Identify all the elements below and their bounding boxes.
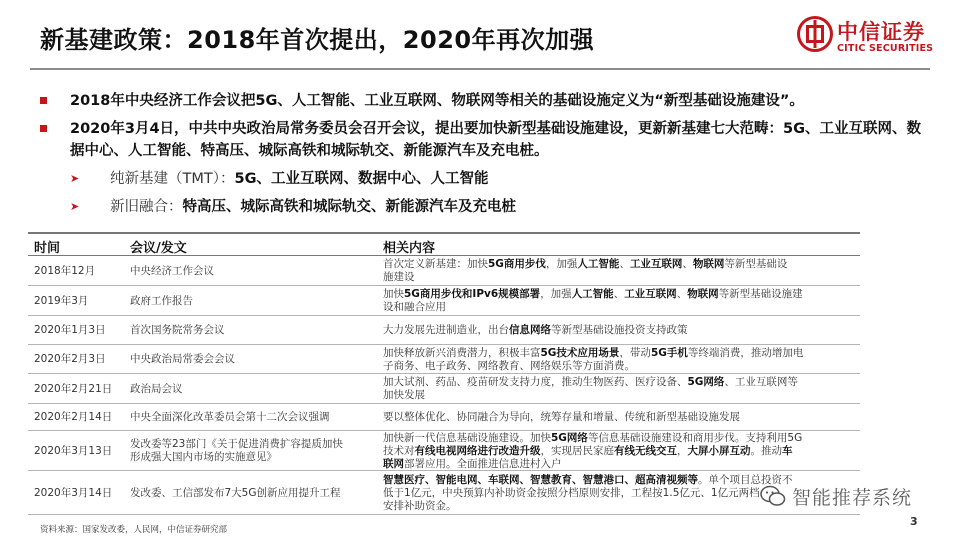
- content-line: [383, 347, 858, 360]
- content-text: 设和融合应用: [383, 301, 446, 313]
- content-highlight: 5G手机: [650, 347, 688, 359]
- content-highlight: 信息网络: [509, 324, 551, 336]
- content-highlight: 有线无线交互: [614, 445, 677, 457]
- content-text: 施建设: [383, 271, 415, 283]
- table-row: [28, 471, 860, 515]
- watermark: [760, 482, 912, 510]
- meeting-line: 中央全面深化改革委员会第十二次会议强调: [130, 411, 330, 423]
- table-cell-content: [383, 347, 858, 373]
- source-note: 资料来源：国家发改委，人民网，中信证券研究部: [40, 525, 228, 535]
- content-line: [383, 271, 858, 284]
- bullet-text: 2018年中央经济工作会议把5G、人工智能、工业互联网、物联网等相关的基础设施定义为“新型基础设施建设”。: [70, 93, 804, 109]
- content-highlight: 人工智能: [571, 288, 614, 300]
- watermark-text: 智能推荐系统: [792, 486, 913, 509]
- content-text: ，带动: [619, 347, 651, 359]
- slide-header: [0, 0, 960, 72]
- slide-title: 新基建政策：2018年首次提出，2020年再次加强: [40, 26, 595, 54]
- content-line: [383, 432, 858, 445]
- meeting-line: 发改委等23部门《关于促进消费扩容提质加快: [130, 438, 343, 450]
- table-cell-content: [383, 376, 858, 402]
- content-text: 子商务、电子政务、网络教育、网络娱乐等方面消费。: [383, 360, 635, 372]
- content-highlight: 车: [782, 445, 793, 457]
- content-text: 加快释放新兴消费潜力，积极丰富: [383, 347, 541, 359]
- sub-bullet-label: 新旧融合：: [110, 199, 183, 215]
- content-text: 部署应用。全面推进信息进村入户: [404, 458, 562, 470]
- content-text: ，加强: [545, 258, 578, 270]
- content-highlight: 5G商用步伐和IPv6规模部署: [404, 288, 541, 300]
- bullet-item: [40, 90, 930, 112]
- content-highlight: 智慧医疗、智能电网、车联网、智慧教育、智慧港口、超高清视频等: [383, 474, 698, 486]
- content-highlight: 大屏小屏互动: [687, 445, 751, 457]
- content-text: 、: [682, 258, 693, 270]
- table-cell-time: 2020年2月14日: [34, 411, 113, 423]
- sub-bullet-value: 特高压、城际高铁和城际轨交、新能源汽车及充电桩: [182, 199, 516, 215]
- table-header: [28, 232, 860, 256]
- bullet-text: 2020年3月4日，中共中央政治局常务委员会召开会议，提出要加快新型基础设施建设，更新新基建七大范畴：5G、工业互联网、数据中心、人工智能、特高压、城际高铁和城际轨交、新能源汽车及充电桩。: [70, 121, 922, 159]
- content-line: [383, 258, 858, 271]
- header-divider: [30, 68, 930, 70]
- table-cell-meeting: [130, 353, 380, 366]
- content-text: 等新型基础设施建: [718, 288, 803, 300]
- arrow-bullet-icon: ➤: [70, 200, 80, 213]
- table-cell-content: [383, 432, 858, 471]
- table-cell-content: [383, 258, 858, 284]
- content-highlight: 5G商用步伐: [488, 258, 546, 270]
- table-cell-time: 2019年3月: [34, 295, 89, 307]
- meeting-line: 中央经济工作会议: [130, 265, 214, 277]
- content-text: 大力发展先进制造业，出台: [383, 324, 509, 336]
- content-highlight: 物联网: [692, 258, 725, 270]
- table-cell-meeting: [130, 383, 380, 396]
- content-text: 、: [613, 288, 625, 300]
- content-text: 安排补助资金。: [383, 500, 457, 512]
- content-highlight: 5G网络: [551, 432, 588, 444]
- content-text: 1亿元两档: [710, 487, 760, 499]
- table-row: [28, 431, 860, 471]
- content-text: 加快发展: [383, 389, 425, 401]
- content-text: 技术对: [383, 445, 415, 457]
- content-text: 首次定义新基建：加快: [383, 258, 488, 270]
- table-row: [28, 374, 860, 404]
- content-highlight: 5G网络: [687, 376, 725, 388]
- sub-bullet-item: [40, 168, 930, 190]
- meeting-line: 中央政治局常委会会议: [130, 353, 235, 365]
- meeting-line: 首次国务院常务会议: [130, 324, 225, 336]
- table-cell-meeting: [130, 411, 380, 424]
- meeting-line: 政治局会议: [130, 383, 183, 395]
- content-text: 低于1亿元，中央预算内补助资金按照分档原则安排，工程按1.5亿元、: [383, 487, 711, 499]
- content-line: [383, 458, 858, 471]
- content-line: [383, 389, 858, 402]
- table-row: [28, 404, 860, 431]
- content-line: [383, 445, 858, 458]
- content-text: 等新型基础设施投资支持政策: [551, 324, 688, 336]
- content-text: 等新型基础设: [724, 258, 788, 270]
- content-highlight: 有线电视网络进行改造升级: [414, 445, 541, 457]
- table-cell-meeting: [130, 438, 380, 464]
- meeting-line: 形成强大国内市场的实施意见》: [130, 451, 277, 463]
- citic-logo-icon: [797, 14, 833, 54]
- sub-bullet-item: [40, 196, 930, 218]
- content-highlight: 5G技术应用场景: [540, 347, 620, 359]
- arrow-bullet-icon: ➤: [70, 172, 80, 185]
- content-highlight: 工业互联网: [624, 288, 677, 300]
- table-cell-content: [383, 324, 858, 337]
- table-row: [28, 256, 860, 286]
- table-row: [28, 345, 860, 374]
- column-header-time: 时间: [34, 241, 61, 256]
- table-cell-time: 2020年3月13日: [34, 445, 113, 457]
- content-line: [383, 301, 858, 314]
- content-text: 加快: [383, 288, 404, 300]
- logo-name-en: CITIC SECURITIES: [837, 43, 934, 54]
- content-text: 。推动: [750, 445, 782, 457]
- table-cell-meeting: [130, 265, 380, 278]
- content-line: [383, 411, 858, 424]
- bullet-list: [40, 90, 930, 218]
- company-logo: [797, 14, 947, 60]
- content-text: 等信息基础设施建设和商用步伐。支持利用5G: [587, 432, 803, 444]
- wechat-icon: [760, 484, 786, 508]
- square-bullet-icon: [40, 125, 47, 132]
- content-highlight: 联网: [383, 458, 404, 470]
- column-header-meeting: 会议/发文: [130, 241, 187, 256]
- content-text: 、工业互联网等: [724, 376, 798, 388]
- content-text: 、: [676, 288, 688, 300]
- column-header-content: 相关内容: [383, 241, 436, 256]
- meeting-line: 发改委、工信部发布7大5G创新应用提升工程: [130, 487, 341, 499]
- sub-bullet-label: 纯新基建（TMT）：: [110, 171, 235, 187]
- table-cell-meeting: [130, 324, 380, 337]
- content-text: ，实现居民家庭: [540, 445, 614, 457]
- table-row: [28, 286, 860, 316]
- table-cell-time: 2020年1月3日: [34, 324, 106, 336]
- table-cell-content: [383, 411, 858, 424]
- logo-name-cn: 中信证券: [837, 20, 925, 44]
- content-text: 加大试剂、药品、疫苗研发支持力度，推动生物医药、医疗设备、: [383, 376, 688, 388]
- page-number: 3: [910, 515, 918, 528]
- policy-table: [28, 232, 860, 515]
- bullet-item: [40, 118, 930, 162]
- table-cell-meeting: [130, 295, 380, 308]
- content-highlight: 物联网: [687, 288, 719, 300]
- square-bullet-icon: [40, 97, 47, 104]
- content-text: ，加强: [540, 288, 572, 300]
- content-line: [383, 288, 858, 301]
- table-body: [28, 256, 860, 515]
- content-line: [383, 360, 858, 373]
- content-text: 、: [619, 258, 630, 270]
- content-text: 。单个项目总投资不: [698, 474, 793, 486]
- content-text: 要以整体优化、协同融合为导向，统筹存量和增量、传统和新型基础设施发展: [383, 411, 740, 423]
- meeting-line: 政府工作报告: [130, 295, 193, 307]
- table-cell-time: 2020年3月14日: [34, 487, 113, 499]
- content-text: 等终端消费，推动增加电: [687, 347, 804, 359]
- content-line: [383, 376, 858, 389]
- content-highlight: 工业互联网: [629, 258, 683, 270]
- table-cell-time: 2020年2月3日: [34, 353, 106, 365]
- table-cell-content: [383, 288, 858, 314]
- table-row: [28, 316, 860, 345]
- content-text: ，: [677, 445, 688, 457]
- table-cell-time: 2020年2月21日: [34, 383, 113, 395]
- table-cell-meeting: [130, 487, 380, 500]
- content-highlight: 人工智能: [577, 258, 620, 270]
- content-line: [383, 324, 858, 337]
- sub-bullet-value: 5G、工业互联网、数据中心、人工智能: [234, 171, 489, 187]
- content-text: 加快新一代信息基础设施建设。加快: [383, 432, 551, 444]
- table-cell-time: 2018年12月: [34, 265, 96, 277]
